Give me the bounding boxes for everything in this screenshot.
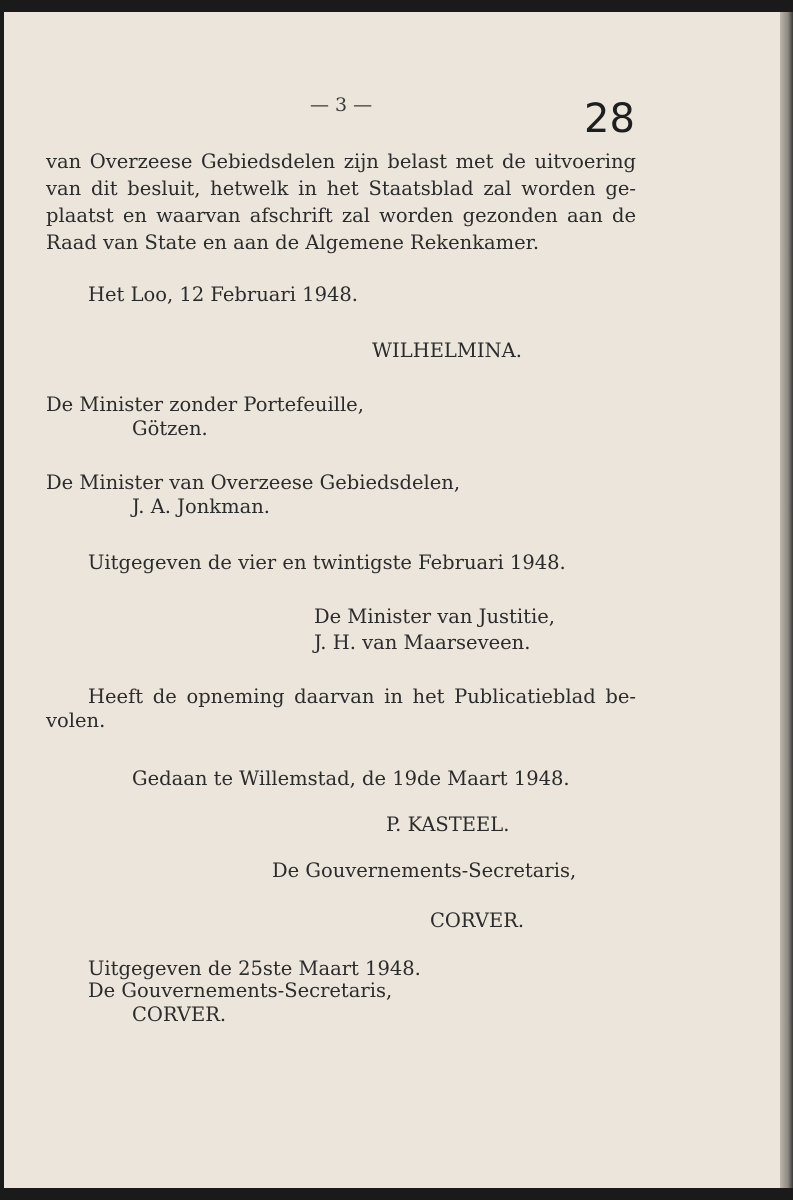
issued-date-1: Uitgegeven de vier en twintigste Februari 1948. — [88, 551, 566, 574]
document-page — [4, 12, 780, 1188]
body-line: plaatst en waarvan afschrift zal worden gezonden aan de — [46, 204, 636, 227]
document-number: 28 — [584, 96, 635, 142]
issued2-secretary-name: CORVER. — [132, 1003, 227, 1026]
page-number: — 3 — — [310, 94, 373, 116]
issued-date-2: Uitgegeven de 25ste Maart 1948. — [88, 957, 421, 980]
signatory-queen: WILHELMINA. — [372, 339, 522, 362]
body-line: Raad van State en aan de Algemene Rekenkamer. — [46, 231, 540, 254]
minister1-name: Götzen. — [132, 417, 208, 440]
minister2-title: De Minister van Overzeese Gebiedsdelen, — [46, 471, 461, 494]
body-line: van Overzeese Gebiedsdelen zijn belast met de uitvoering — [46, 150, 636, 173]
body-line: van dit besluit, hetwelk in het Staatsblad zal worden ge- — [46, 177, 636, 200]
justice-minister-title: De Minister van Justitie, — [314, 605, 555, 628]
done-at: Gedaan te Willemstad, de 19de Maart 1948. — [132, 767, 570, 790]
place-date: Het Loo, 12 Februari 1948. — [88, 283, 358, 306]
minister2-name: J. A. Jonkman. — [132, 495, 270, 518]
minister1-title: De Minister zonder Portefeuille, — [46, 393, 364, 416]
page-binding-edge — [780, 12, 793, 1188]
order-line: Heeft de opneming daarvan in het Publicatieblad be- — [88, 685, 636, 708]
issued2-secretary-title: De Gouvernements-Secretaris, — [88, 979, 393, 1002]
governor-name: P. KASTEEL. — [386, 813, 510, 836]
secretary-title: De Gouvernements-Secretaris, — [272, 859, 577, 882]
secretary-name: CORVER. — [430, 909, 525, 932]
order-line: volen. — [46, 709, 106, 732]
justice-minister-name: J. H. van Maarseveen. — [314, 631, 531, 654]
